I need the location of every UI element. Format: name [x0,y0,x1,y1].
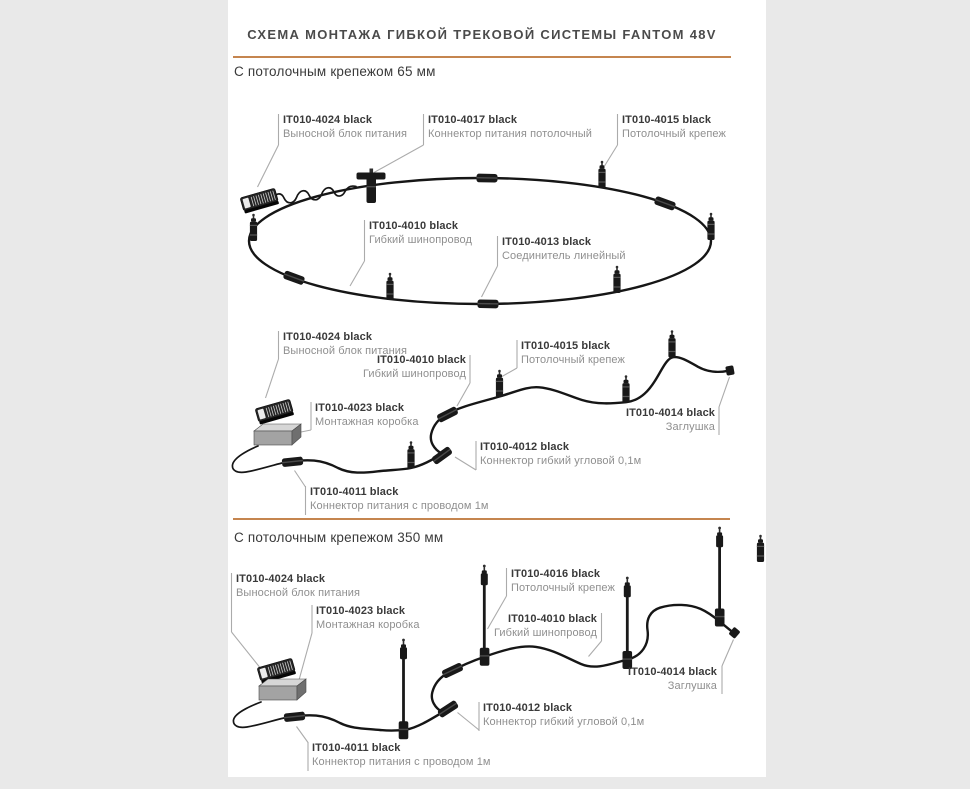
leader-line [719,377,730,407]
part-label [236,573,360,600]
part-label [480,441,641,468]
part-label [521,340,625,367]
part-label [283,114,407,141]
part-desc: Потолочный крепеж [511,581,615,594]
ceiling-mount-pin [622,375,629,402]
ceiling-mount-pin [668,330,675,357]
section-1-heading: С потолочным крепежом 65 мм [234,64,436,79]
part-code: IT010-4011 black [310,486,399,498]
linear-connector [654,196,677,211]
power-cord [232,446,282,472]
part-desc: Потолочный крепеж [622,127,726,140]
part-code: IT010-4014 black [625,407,715,419]
power-supply-unit [240,188,279,214]
end-cap [728,627,740,639]
part-code: IT010-4015 black [521,340,611,352]
part-code: IT010-4013 black [502,236,592,248]
part-label [502,236,626,263]
part-desc: Гибкий шинопровод [493,626,597,639]
linear-connector [477,299,498,308]
part-code: IT010-4010 black [369,220,459,232]
part-label [483,702,644,729]
part-label [626,407,715,434]
leader-line [374,145,424,173]
corner-connector [436,406,459,423]
part-desc: Коннектор гибкий угловой 0,1м [480,454,642,467]
part-desc: Заглушка [667,679,717,692]
ceiling-mount-pin [707,213,714,240]
page-title: СХЕМА МОНТАЖА ГИБКОЙ ТРЕКОВОЙ СИСТЕМЫ FANTOM 48V [247,27,717,42]
power-cord [233,702,284,727]
ceiling-mount-pin [386,273,393,300]
part-desc: Коннектор питания с проводом 1м [312,755,491,768]
leader-line [298,633,313,686]
part-desc: Коннектор гибкий угловой 0,1м [483,715,645,728]
suspension-rod [399,639,409,740]
leader-line [605,145,618,166]
leader-line [502,368,517,377]
leader-line [297,727,309,743]
ceiling-mount-pin [250,214,257,241]
mounting-box [259,679,306,700]
leader-line [350,261,365,286]
power-supply-unit [255,399,294,425]
part-code: IT010-4024 black [283,114,373,126]
part-desc: Коннектор питания потолочный [428,127,592,140]
linear-connector [283,270,306,285]
part-label [622,114,726,141]
part-code: IT010-4010 black [507,613,597,625]
power-cord [272,186,356,203]
ceiling-mount-pin [407,441,414,468]
part-label [511,568,615,595]
ceiling-mount-pin [496,370,503,397]
ceiling-mount-pin [613,266,620,293]
part-label [369,220,472,247]
part-code: IT010-4012 black [483,702,573,714]
diagram-oval [240,114,715,308]
leader-line [232,632,262,670]
part-desc: Гибкий шинопровод [369,233,473,246]
part-code: IT010-4024 black [236,573,326,585]
part-code: IT010-4011 black [312,742,401,754]
linear-connector [476,174,497,183]
power-feed-connector [284,711,306,722]
part-code: IT010-4010 black [376,354,466,366]
corner-connector [441,662,464,679]
part-desc: Соединитель линейный [502,249,626,262]
loose-ceiling-pin [757,535,764,562]
part-label [316,605,420,632]
part-desc: Заглушка [665,420,715,433]
part-label [363,354,466,381]
suspension-rod [715,527,725,627]
part-code: IT010-4014 black [627,666,717,678]
suspension-rod [623,577,633,669]
leader-line [295,471,306,488]
leader-line [457,383,470,406]
part-desc: Коннектор питания с проводом 1м [310,499,489,512]
part-code: IT010-4012 black [480,441,570,453]
part-label [310,486,489,513]
part-desc: Гибкий шинопровод [362,367,466,380]
part-desc: Выносной блок питания [283,344,408,357]
part-label [312,742,491,769]
oval-track [249,178,711,304]
part-label [628,666,717,693]
leader-line [482,266,498,297]
leader-line [589,641,602,657]
leader-line [722,640,734,667]
part-desc: Монтажная коробка [316,618,420,631]
part-label [494,613,597,640]
end-cap [725,365,734,375]
leader-line [455,457,476,470]
mounting-box [254,424,301,445]
part-code: IT010-4024 black [283,331,373,343]
suspension-rod [480,565,490,666]
part-code: IT010-4023 black [315,402,405,414]
diagram-wave350 [232,527,765,771]
part-label [315,402,419,429]
leader-line [458,713,480,731]
part-code: IT010-4015 black [622,114,712,126]
section-2-heading: С потолочным крепежом 350 мм [234,530,444,545]
part-code: IT010-4016 black [511,568,601,580]
leader-line [258,145,279,187]
part-label [428,114,592,141]
leader-line [266,359,279,398]
ceiling-mount-pin [598,161,605,188]
part-code: IT010-4023 black [316,605,406,617]
part-desc: Выносной блок питания [283,127,408,140]
part-code: IT010-4017 black [428,114,518,126]
part-desc: Выносной блок питания [236,586,361,599]
part-desc: Монтажная коробка [315,415,419,428]
corner-connector [437,700,459,719]
power-feed-connector [282,456,304,467]
part-desc: Потолочный крепеж [521,353,625,366]
